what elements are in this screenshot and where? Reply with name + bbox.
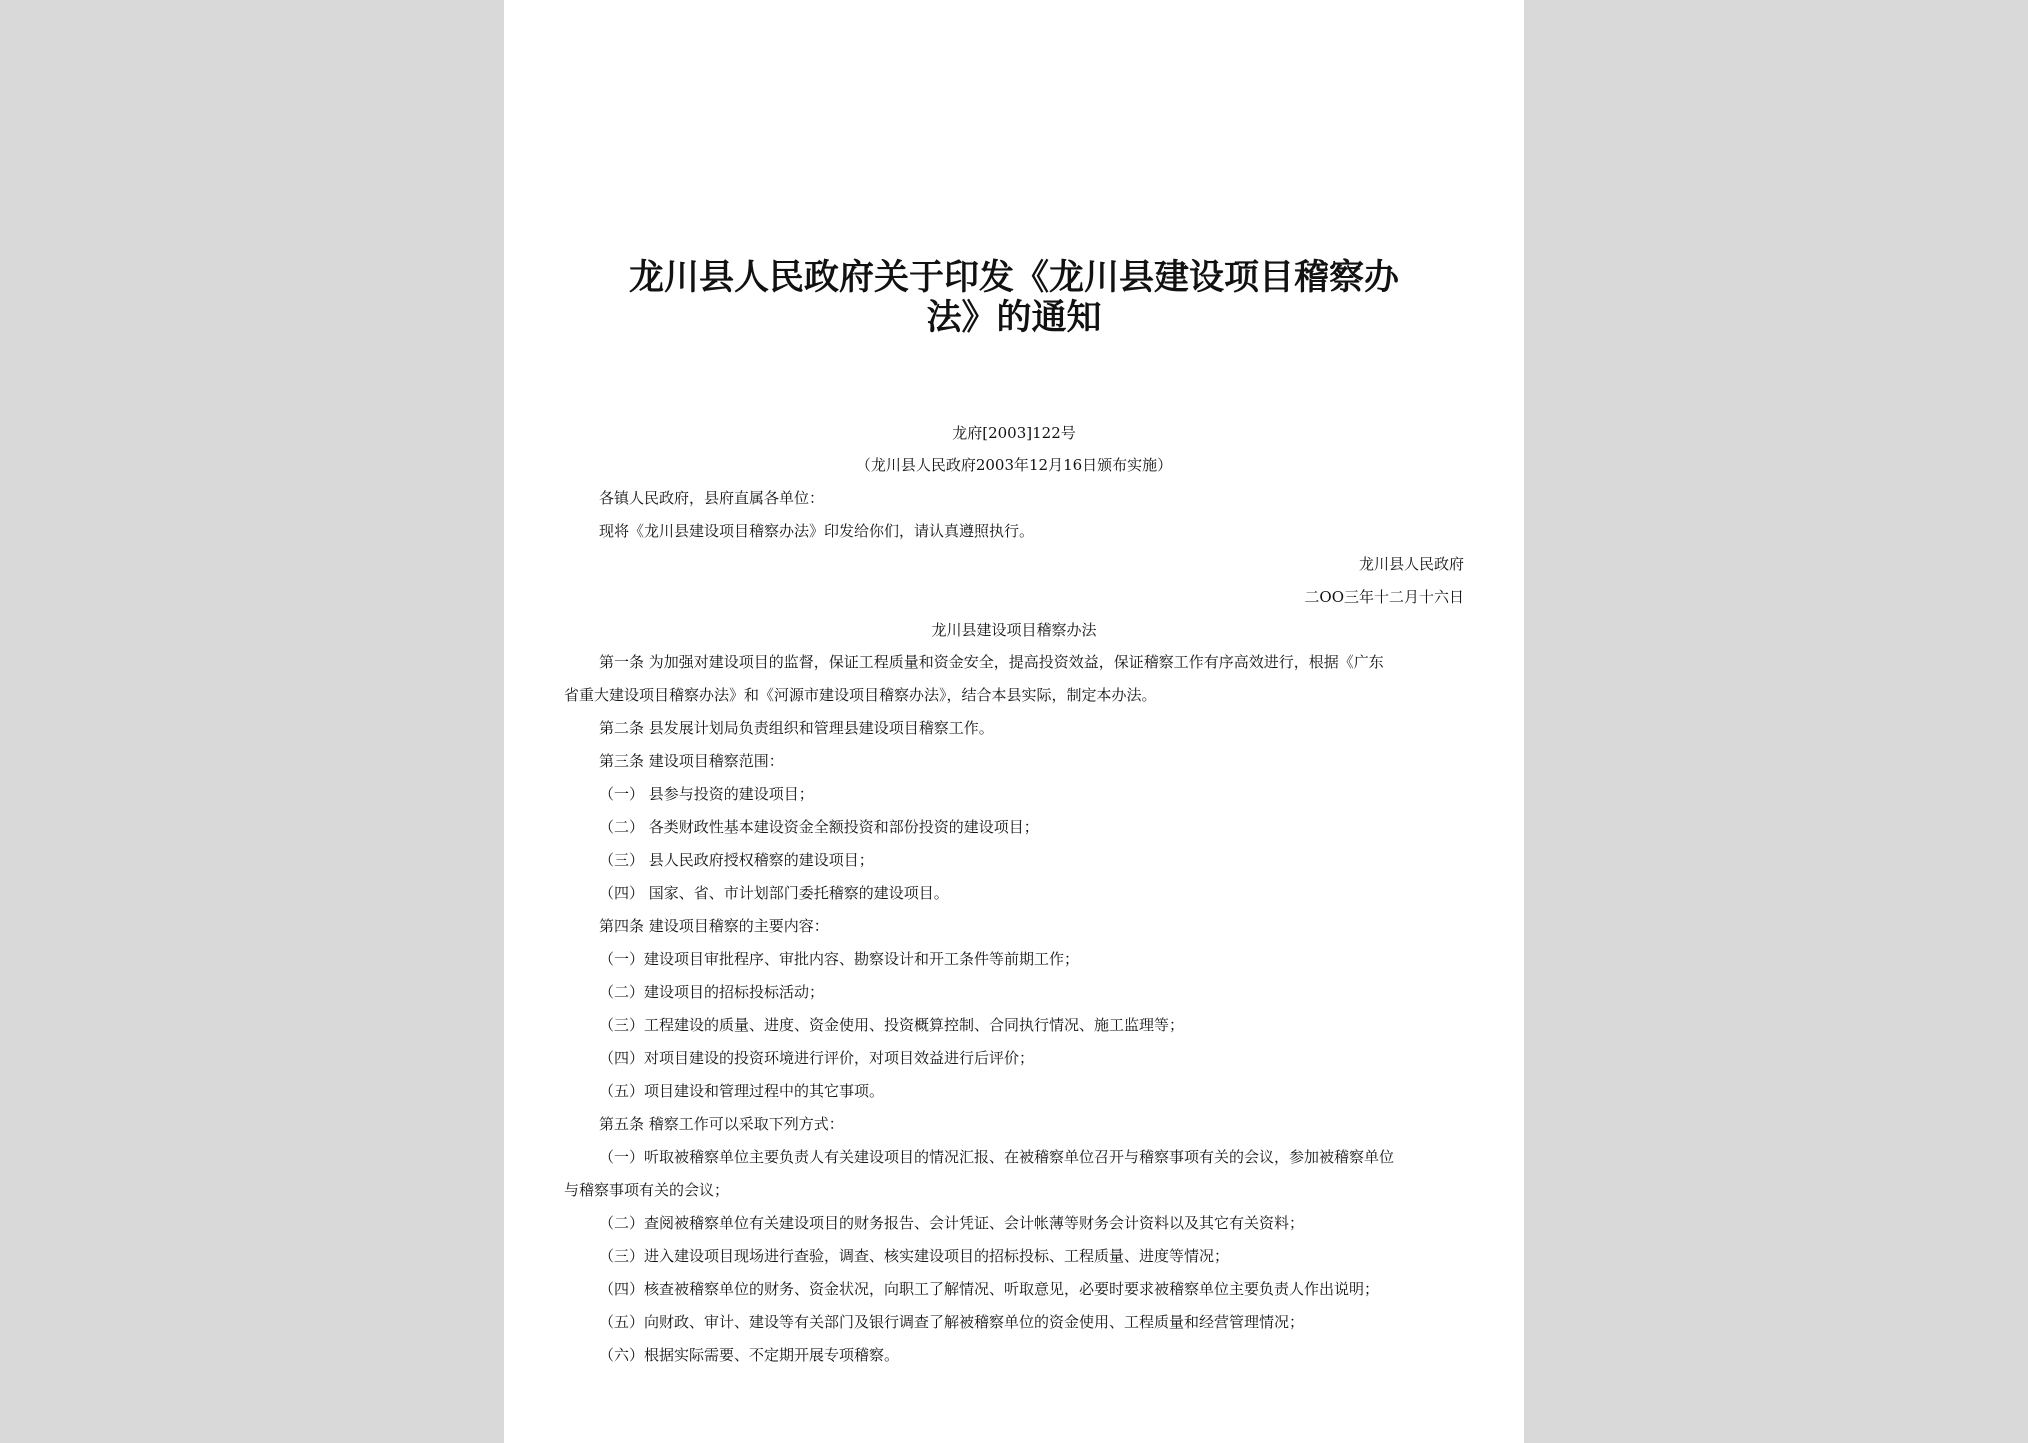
list-item: （五）向财政、审计、建设等有关部门及银行调查了解被稽察单位的资金使用、工程质量和经营管理情况； bbox=[599, 1313, 1305, 1331]
title-line-2: 法》的通知 bbox=[926, 297, 1102, 338]
list-item: （三）进入建设项目现场进行查验，调查、核实建设项目的招标投标、工程质量、进度等情况； bbox=[599, 1247, 1230, 1265]
notice-body: 现将《龙川县建设项目稽察办法》印发给你们，请认真遵照执行。 bbox=[599, 522, 1035, 540]
issue-note: （龙川县人民政府2003年12月16日颁布实施） bbox=[855, 456, 1173, 474]
paragraph: 第四条 建设项目稽察的主要内容： bbox=[599, 917, 829, 935]
signature: 龙川县人民政府 bbox=[1358, 555, 1464, 573]
paragraph: 第三条 建设项目稽察范围： bbox=[599, 752, 784, 770]
list-item: （二）查阅被稽察单位有关建设项目的财务报告、会计凭证、会计帐薄等财务会计资料以及其它有关资料； bbox=[599, 1214, 1305, 1232]
title-line-1: 龙川县人民政府关于印发《龙川县建设项目稽察办 bbox=[628, 257, 1399, 298]
paragraph: 第五条 稽察工作可以采取下列方式： bbox=[599, 1115, 844, 1133]
document-page bbox=[504, 0, 1524, 1443]
doc-number: 龙府[2003]122号 bbox=[952, 424, 1076, 442]
list-item: （四） 国家、省、市计划部门委托稽察的建设项目。 bbox=[599, 884, 949, 902]
list-item: （二） 各类财政性基本建设资金全额投资和部份投资的建设项目； bbox=[599, 818, 1039, 836]
list-item: （四）核查被稽察单位的财务、资金状况，向职工了解情况、听取意见，必要时要求被稽察单位主要负责人作出说明； bbox=[599, 1280, 1380, 1298]
list-item: （三） 县人民政府授权稽察的建设项目； bbox=[599, 851, 874, 869]
list-item: （四）对项目建设的投资环境进行评价，对项目效益进行后评价； bbox=[599, 1049, 1035, 1067]
list-item: 与稽察事项有关的会议； bbox=[564, 1181, 730, 1199]
list-item: （三）工程建设的质量、进度、资金使用、投资概算控制、合同执行情况、施工监理等； bbox=[599, 1016, 1185, 1034]
list-item: （一） 县参与投资的建设项目； bbox=[599, 785, 814, 803]
document-title bbox=[564, 258, 1464, 338]
paragraph: 第一条 为加强对建设项目的监督，保证工程质量和资金安全，提高投资效益，保证稽察工作有序高效进行，根据《广东 bbox=[599, 653, 1384, 671]
paragraph: 省重大建设项目稽察办法》和《河源市建设项目稽察办法》，结合本县实际，制定本办法。 bbox=[564, 686, 1157, 704]
signing-date: 二OO三年十二月十六日 bbox=[1304, 588, 1464, 606]
list-item: （一）建设项目审批程序、审批内容、勘察设计和开工条件等前期工作； bbox=[599, 950, 1080, 968]
list-item: （六）根据实际需要、不定期开展专项稽察。 bbox=[599, 1346, 900, 1364]
annex-title: 龙川县建设项目稽察办法 bbox=[931, 621, 1097, 639]
list-item: （一）听取被稽察单位主要负责人有关建设项目的情况汇报、在被稽察单位召开与稽察事项有关的会议，参加被稽察单位 bbox=[599, 1148, 1395, 1166]
paragraph: 第二条 县发展计划局负责组织和管理县建设项目稽察工作。 bbox=[599, 719, 994, 737]
list-item: （五）项目建设和管理过程中的其它事项。 bbox=[599, 1082, 885, 1100]
list-item: （二）建设项目的招标投标活动； bbox=[599, 983, 825, 1001]
salutation: 各镇人民政府，县府直属各单位： bbox=[599, 489, 825, 507]
